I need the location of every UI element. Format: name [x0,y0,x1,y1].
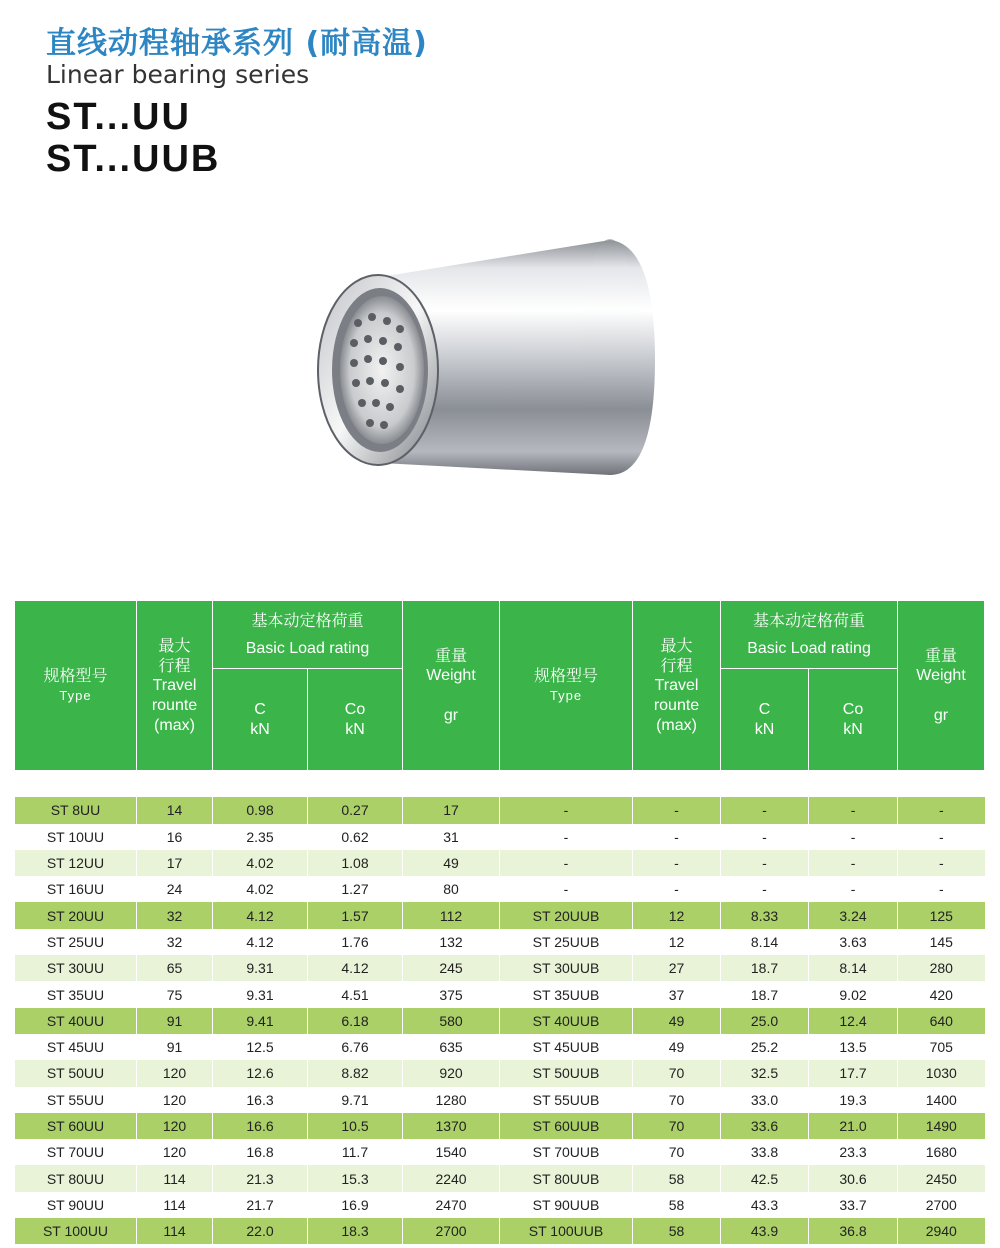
table-cell-c1: 12.6 [213,1060,308,1086]
header-weight-b: 重量 Weight gr [898,601,985,771]
table-cell-w2: 640 [898,1008,985,1034]
table-cell-w2: 280 [898,955,985,981]
table-cell-t2: - [500,824,633,850]
table-row [15,850,985,876]
table-cell-c2: 32.5 [721,1060,809,1086]
table-cell-t2: ST 20UUB [500,902,633,928]
table-cell-tr1: 32 [137,902,213,928]
table-cell-tr1: 120 [137,1060,213,1086]
table-cell-tr1: 114 [137,1165,213,1191]
table-cell-tr2: - [633,876,721,902]
table-cell-w2: 1030 [898,1060,985,1086]
table-cell-c2: - [721,797,809,823]
table-row [15,902,985,928]
table-cell-t2: ST 90UUB [500,1192,633,1218]
table-cell-t1: ST 80UU [15,1165,137,1191]
table-cell-t1: ST 55UU [15,1087,137,1113]
table-cell-co1: 6.18 [308,1008,403,1034]
table-cell-co1: 1.27 [308,876,403,902]
table-cell-w2: 125 [898,902,985,928]
table-cell-co1: 11.7 [308,1139,403,1165]
table-cell-co2: 8.14 [809,955,898,981]
table-cell-c2: - [721,824,809,850]
specification-table [14,600,985,1244]
table-cell-c2: 25.2 [721,1034,809,1060]
table-cell-t2: - [500,876,633,902]
table-cell-w2: - [898,797,985,823]
table-cell-co1: 8.82 [308,1060,403,1086]
table-cell-c1: 2.35 [213,824,308,850]
table-cell-tr2: 58 [633,1218,721,1244]
table-cell-w1: 920 [403,1060,500,1086]
table-row [15,1008,985,1034]
page-subtitle: Linear bearing series [46,60,310,89]
table-cell-w2: 2940 [898,1218,985,1244]
table-cell-tr1: 114 [137,1192,213,1218]
table-cell-tr2: 49 [633,1034,721,1060]
table-cell-w1: 80 [403,876,500,902]
table-cell-co1: 4.51 [308,981,403,1007]
table-cell-co1: 1.08 [308,850,403,876]
table-cell-w2: 1400 [898,1087,985,1113]
table-cell-c1: 0.98 [213,797,308,823]
table-cell-co1: 6.76 [308,1034,403,1060]
table-cell-tr2: 49 [633,1008,721,1034]
table-cell-w2: 420 [898,981,985,1007]
table-row [15,955,985,981]
linear-bearing-image [310,225,655,495]
table-cell-tr1: 120 [137,1139,213,1165]
table-cell-t2: ST 70UUB [500,1139,633,1165]
table-cell-w1: 132 [403,929,500,955]
table-row [15,876,985,902]
table-cell-c1: 9.31 [213,955,308,981]
table-cell-co1: 9.71 [308,1087,403,1113]
table-cell-c2: 33.0 [721,1087,809,1113]
table-cell-co2: 9.02 [809,981,898,1007]
table-cell-co2: 3.24 [809,902,898,928]
table-cell-t1: ST 10UU [15,824,137,850]
model-code-uu: ST...UU [46,96,191,138]
table-cell-w1: 49 [403,850,500,876]
table-cell-c2: 33.8 [721,1139,809,1165]
table-cell-c1: 22.0 [213,1218,308,1244]
table-cell-co2: 36.8 [809,1218,898,1244]
table-cell-w1: 1540 [403,1139,500,1165]
table-cell-co1: 0.62 [308,824,403,850]
table-cell-co1: 1.76 [308,929,403,955]
table-cell-tr1: 14 [137,797,213,823]
table-row [15,1139,985,1165]
table-row [15,1113,985,1139]
table-cell-t2: ST 35UUB [500,981,633,1007]
table-cell-t2: ST 30UUB [500,955,633,981]
table-row [15,929,985,955]
table-cell-c2: 8.33 [721,902,809,928]
header-weight: 重量 Weight gr [403,601,500,771]
table-cell-tr2: 12 [633,929,721,955]
table-cell-t1: ST 60UU [15,1113,137,1139]
table-cell-t1: ST 35UU [15,981,137,1007]
table-cell-w1: 375 [403,981,500,1007]
table-cell-t2: - [500,797,633,823]
table-cell-co1: 0.27 [308,797,403,823]
table-cell-t2: ST 80UUB [500,1165,633,1191]
table-cell-t1: ST 16UU [15,876,137,902]
table-cell-c2: 43.9 [721,1218,809,1244]
table-cell-w1: 2240 [403,1165,500,1191]
table-row [15,1060,985,1086]
table-cell-co2: 33.7 [809,1192,898,1218]
table-cell-c2: 18.7 [721,955,809,981]
table-cell-c2: - [721,850,809,876]
table-row [15,1087,985,1113]
table-cell-t1: ST 12UU [15,850,137,876]
header-co-b: Co kN [809,669,898,771]
table-row [15,981,985,1007]
table-cell-w2: - [898,850,985,876]
table-cell-c2: 33.6 [721,1113,809,1139]
table-cell-tr2: 58 [633,1192,721,1218]
table-cell-tr2: 27 [633,955,721,981]
table-cell-c1: 4.12 [213,929,308,955]
table-cell-c1: 4.12 [213,902,308,928]
page-title: 直线动程轴承系列 (耐高温) [46,26,428,61]
table-cell-co2: - [809,876,898,902]
header-travel: 最大 行程 Travel rounte (max) [137,601,213,771]
table-cell-co2: 21.0 [809,1113,898,1139]
table-cell-tr2: 37 [633,981,721,1007]
table-cell-co2: 12.4 [809,1008,898,1034]
table-cell-c1: 16.3 [213,1087,308,1113]
table-cell-w2: 2700 [898,1192,985,1218]
table-cell-w1: 245 [403,955,500,981]
table-cell-c2: 25.0 [721,1008,809,1034]
table-cell-c1: 4.02 [213,876,308,902]
table-cell-co2: - [809,824,898,850]
table-cell-tr1: 32 [137,929,213,955]
table-cell-tr1: 16 [137,824,213,850]
header-load-rating-b: 基本动定格荷重 Basic Load rating [721,601,898,669]
table-cell-t2: ST 25UUB [500,929,633,955]
table-cell-tr1: 114 [137,1218,213,1244]
table-cell-tr1: 120 [137,1087,213,1113]
table-cell-co1: 16.9 [308,1192,403,1218]
table-cell-t2: ST 45UUB [500,1034,633,1060]
table-cell-co2: 3.63 [809,929,898,955]
header-type-b: 规格型号 Type [500,601,633,771]
table-cell-c1: 21.3 [213,1165,308,1191]
table-cell-co1: 18.3 [308,1218,403,1244]
table-cell-w1: 635 [403,1034,500,1060]
table-cell-tr1: 91 [137,1034,213,1060]
table-cell-tr2: 58 [633,1165,721,1191]
header-c-b: C kN [721,669,809,771]
table-cell-t2: ST 50UUB [500,1060,633,1086]
table-cell-t2: ST 55UUB [500,1087,633,1113]
table-cell-tr1: 91 [137,1008,213,1034]
table-cell-t1: ST 90UU [15,1192,137,1218]
table-cell-t2: ST 40UUB [500,1008,633,1034]
table-cell-t1: ST 8UU [15,797,137,823]
table-cell-co2: 30.6 [809,1165,898,1191]
table-cell-c2: 18.7 [721,981,809,1007]
table-cell-c1: 16.6 [213,1113,308,1139]
table-cell-co1: 4.12 [308,955,403,981]
table-cell-tr2: 70 [633,1113,721,1139]
table-cell-w2: 145 [898,929,985,955]
table-cell-tr2: 12 [633,902,721,928]
table-cell-w2: 705 [898,1034,985,1060]
table-cell-co1: 1.57 [308,902,403,928]
table-cell-w1: 2470 [403,1192,500,1218]
table-cell-w2: 2450 [898,1165,985,1191]
header-load-rating: 基本动定格荷重 Basic Load rating [213,601,403,669]
table-cell-co2: 19.3 [809,1087,898,1113]
table-cell-c1: 16.8 [213,1139,308,1165]
table-row [15,1165,985,1191]
table-cell-co2: - [809,797,898,823]
table-cell-tr2: - [633,850,721,876]
table-cell-w1: 1370 [403,1113,500,1139]
table-cell-c2: - [721,876,809,902]
header-type: 规格型号 Type [15,601,137,771]
table-cell-c1: 9.41 [213,1008,308,1034]
table-cell-t2: - [500,850,633,876]
table-cell-co2: 23.3 [809,1139,898,1165]
table-cell-co1: 15.3 [308,1165,403,1191]
table-row [15,1192,985,1218]
table-cell-w1: 17 [403,797,500,823]
table-cell-co2: 17.7 [809,1060,898,1086]
table-cell-co2: - [809,850,898,876]
table-cell-w1: 580 [403,1008,500,1034]
table-cell-c1: 12.5 [213,1034,308,1060]
table-cell-w1: 2700 [403,1218,500,1244]
table-cell-t2: ST 100UUB [500,1218,633,1244]
table-cell-w2: 1490 [898,1113,985,1139]
table-cell-tr2: 70 [633,1139,721,1165]
table-cell-co1: 10.5 [308,1113,403,1139]
table-body [15,771,985,1245]
table-cell-w2: 1680 [898,1139,985,1165]
table-cell-tr1: 75 [137,981,213,1007]
table-cell-c1: 21.7 [213,1192,308,1218]
header-c: C kN [213,669,308,771]
table-cell-w1: 31 [403,824,500,850]
table-cell-t1: ST 20UU [15,902,137,928]
table-cell-c1: 9.31 [213,981,308,1007]
header-co: Co kN [308,669,403,771]
header-travel-b: 最大 行程 Travel rounte (max) [633,601,721,771]
table-cell-tr1: 120 [137,1113,213,1139]
table-cell-c1: 4.02 [213,850,308,876]
model-code-uub: ST...UUB [46,138,221,180]
table-cell-w2: - [898,824,985,850]
table-cell-t1: ST 100UU [15,1218,137,1244]
table-cell-tr2: 70 [633,1087,721,1113]
table-cell-t1: ST 50UU [15,1060,137,1086]
table-cell-tr1: 65 [137,955,213,981]
table-row [15,1034,985,1060]
table-cell-t1: ST 30UU [15,955,137,981]
table-cell-c2: 8.14 [721,929,809,955]
table-cell-co2: 13.5 [809,1034,898,1060]
table-row [15,1218,985,1244]
table-cell-t1: ST 25UU [15,929,137,955]
table-cell-w1: 1280 [403,1087,500,1113]
table-cell-tr1: 17 [137,850,213,876]
table-cell-tr1: 24 [137,876,213,902]
table-cell-tr2: - [633,797,721,823]
table-row [15,824,985,850]
table-cell-tr2: 70 [633,1060,721,1086]
table-cell-t1: ST 45UU [15,1034,137,1060]
table-row [15,797,985,823]
table-cell-t2: ST 60UUB [500,1113,633,1139]
table-cell-w1: 112 [403,902,500,928]
table-cell-tr2: - [633,824,721,850]
table-cell-t1: ST 70UU [15,1139,137,1165]
table-cell-c2: 42.5 [721,1165,809,1191]
table-cell-w2: - [898,876,985,902]
table-cell-c2: 43.3 [721,1192,809,1218]
table-cell-t1: ST 40UU [15,1008,137,1034]
